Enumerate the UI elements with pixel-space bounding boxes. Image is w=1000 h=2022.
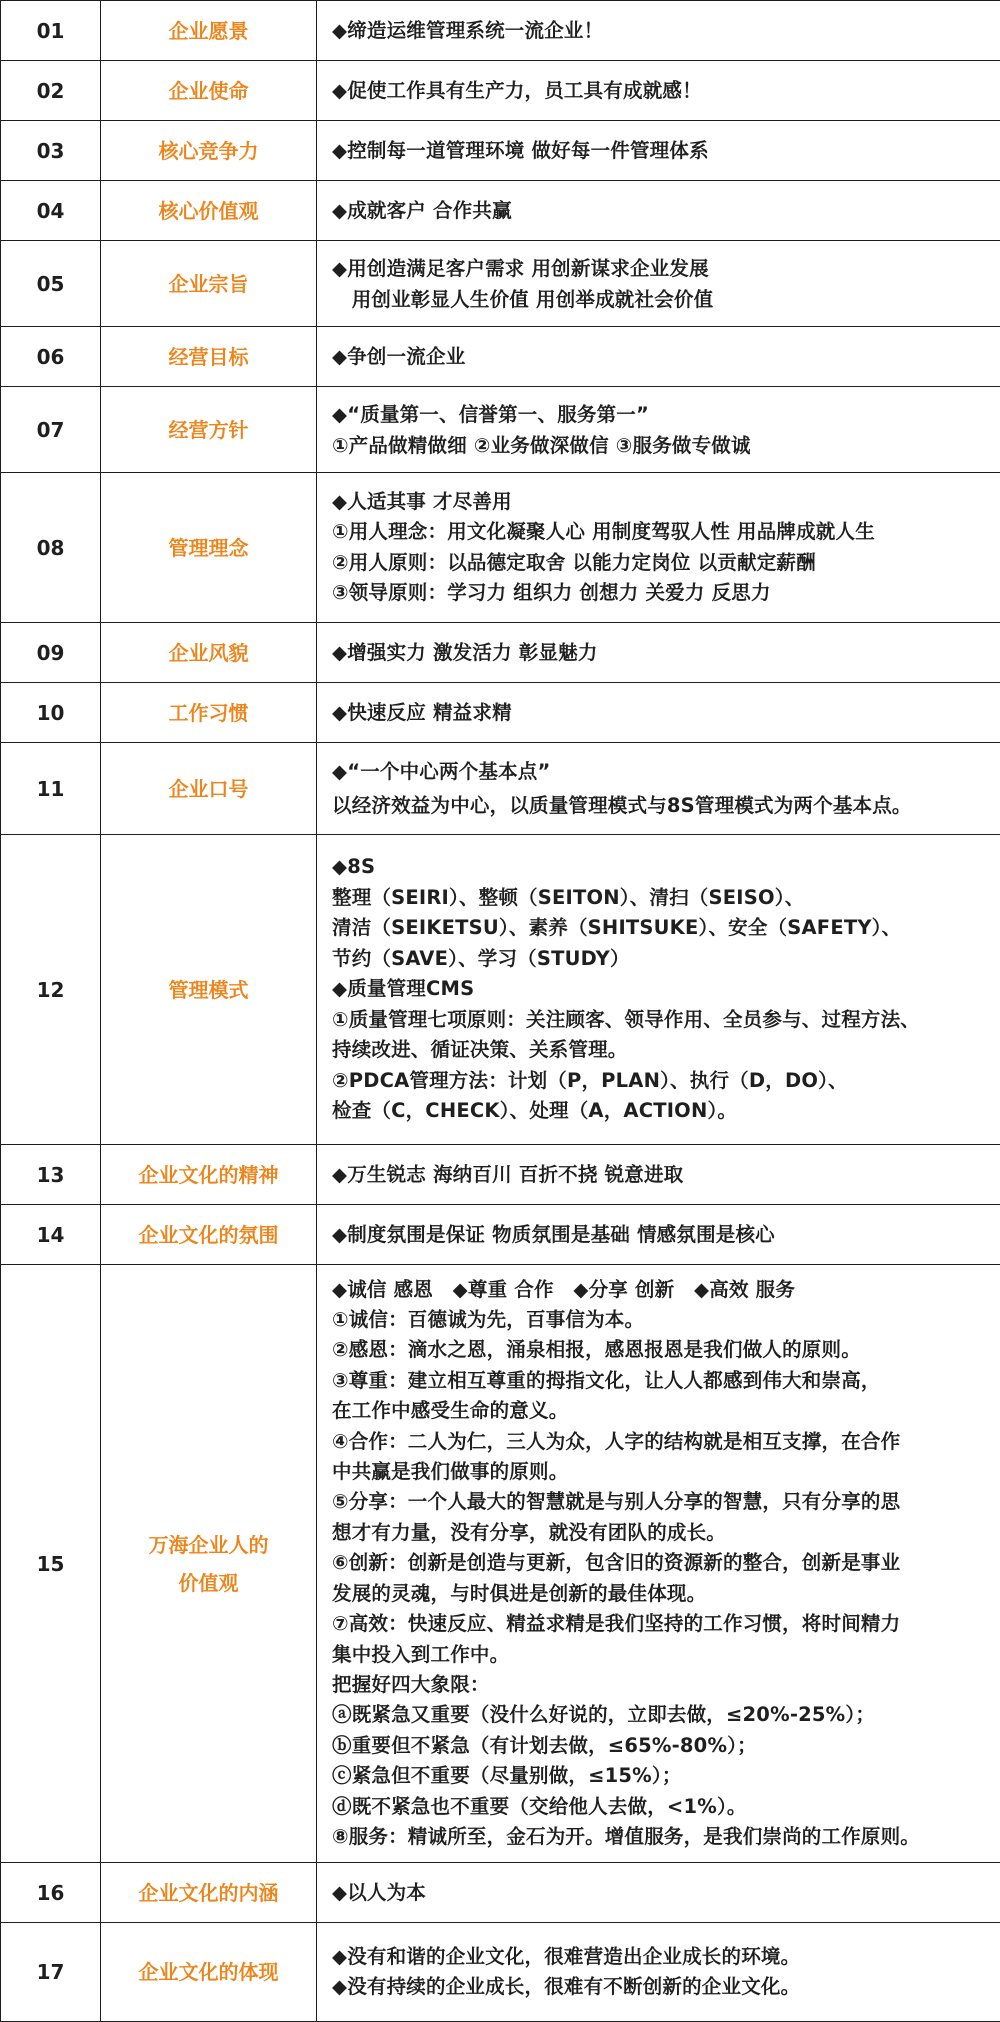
- row-title: [101, 1863, 317, 1923]
- row-title: [101, 623, 317, 683]
- row-number: 03: [1, 121, 101, 181]
- content-line: 在工作中感受生命的意义。: [332, 1396, 990, 1426]
- table-row: [1, 1265, 1000, 1863]
- content-line: ③尊重：建立相互尊重的拇指文化，让人人都感到伟大和崇高，: [332, 1366, 990, 1396]
- row-content: [317, 387, 1000, 473]
- row-content: [317, 1863, 1000, 1923]
- content-line: 整理（SEIRI）、整顿（SEITON）、清扫（SEISO）、: [332, 883, 990, 914]
- content-line: ◆“一个中心两个基本点”: [332, 755, 990, 789]
- row-content: [317, 473, 1000, 623]
- row-title: [101, 241, 317, 327]
- content-line: ◆没有和谐的企业文化，很难营造出企业成长的环境。: [332, 1942, 990, 1972]
- row-title-line: 经营目标: [102, 338, 315, 376]
- content-line: ◆8S: [332, 852, 990, 883]
- table-row: [1, 1145, 1000, 1205]
- row-number: 10: [1, 683, 101, 743]
- content-line: ①诚信：百德诚为先，百事信为本。: [332, 1305, 990, 1335]
- table-row: [1, 241, 1000, 327]
- content-line: 以经济效益为中心，以质量管理模式与8S管理模式为两个基本点。: [332, 789, 990, 823]
- row-title-line: 企业愿景: [102, 12, 315, 50]
- table-row: [1, 1923, 1000, 2022]
- content-line: ◆争创一流企业: [332, 342, 990, 372]
- row-title-line: 管理理念: [102, 529, 315, 567]
- culture-table-body: [1, 1, 1000, 2022]
- content-line: ②PDCA管理方法：计划（P，PLAN）、执行（D，DO）、: [332, 1066, 990, 1097]
- content-line: ◆缔造运维管理系统一流企业！: [332, 16, 990, 46]
- row-title-line: 核心价值观: [102, 192, 315, 230]
- content-line: ③领导原则：学习力 组织力 创想力 关爱力 反思力: [332, 578, 990, 609]
- row-number: 08: [1, 473, 101, 623]
- content-line: ①用人理念：用文化凝聚人心 用制度驾驭人性 用品牌成就人生: [332, 517, 990, 548]
- content-line: ⑤分享：一个人最大的智慧就是与别人分享的智慧，只有分享的思: [332, 1487, 990, 1517]
- content-line: ⓒ紧急但不重要（尽量别做，≤15%）；: [332, 1761, 990, 1791]
- row-content: [317, 683, 1000, 743]
- content-line: ◆以人为本: [332, 1878, 990, 1908]
- row-number: 07: [1, 387, 101, 473]
- row-number: 12: [1, 835, 101, 1145]
- row-title: [101, 387, 317, 473]
- row-title: [101, 835, 317, 1145]
- row-title-line: 企业风貌: [102, 634, 315, 672]
- content-line: ⑧服务：精诚所至，金石为开。增值服务，是我们崇尚的工作原则。: [332, 1822, 990, 1852]
- row-number: 16: [1, 1863, 101, 1923]
- content-line: 节约（SAVE）、学习（STUDY）: [332, 944, 990, 975]
- content-line: ◆诚信 感恩 ◆尊重 合作 ◆分享 创新 ◆高效 服务: [332, 1275, 990, 1305]
- row-title: [101, 683, 317, 743]
- content-line: ②用人原则：以品德定取舍 以能力定岗位 以贡献定薪酬: [332, 548, 990, 579]
- content-line: ◆用创造满足客户需求 用创新谋求企业发展: [332, 253, 990, 284]
- table-row: [1, 387, 1000, 473]
- row-content: [317, 1923, 1000, 2022]
- row-number: 01: [1, 1, 101, 61]
- row-title-line: 经营方针: [102, 411, 315, 449]
- row-title-line: 企业宗旨: [102, 265, 315, 303]
- row-number: 14: [1, 1205, 101, 1265]
- row-content: [317, 181, 1000, 241]
- content-line: ⓐ既紧急又重要（没什么好说的，立即去做，≤20%-25%）；: [332, 1700, 990, 1730]
- content-line: 中共赢是我们做事的原则。: [332, 1457, 990, 1487]
- content-line: ⓑ重要但不紧急（有计划去做，≤65%-80%）；: [332, 1731, 990, 1761]
- row-content: [317, 61, 1000, 121]
- table-row: [1, 1863, 1000, 1923]
- content-line: ◆促使工作具有生产力，员工具有成就感！: [332, 76, 990, 106]
- row-number: 04: [1, 181, 101, 241]
- row-title: [101, 473, 317, 623]
- content-line: 用创业彰显人生价值 用创举成就社会价值: [332, 284, 990, 315]
- content-line: ④合作：二人为仁，三人为众，人字的结构就是相互支撑，在合作: [332, 1427, 990, 1457]
- row-title: [101, 743, 317, 835]
- row-title: [101, 1265, 317, 1863]
- row-title: [101, 1205, 317, 1265]
- content-line: ◆快速反应 精益求精: [332, 698, 990, 728]
- content-line: ◆控制每一道管理环境 做好每一件管理体系: [332, 136, 990, 166]
- row-title-line: 管理模式: [102, 971, 315, 1009]
- row-number: 11: [1, 743, 101, 835]
- row-number: 13: [1, 1145, 101, 1205]
- row-title-line: 企业文化的体现: [102, 1953, 315, 1991]
- row-number: 05: [1, 241, 101, 327]
- content-line: ①质量管理七项原则：关注顾客、领导作用、全员参与、过程方法、: [332, 1005, 990, 1036]
- row-title-line: 企业文化的内涵: [102, 1874, 315, 1912]
- table-row: [1, 743, 1000, 835]
- row-title-line: 核心竞争力: [102, 132, 315, 170]
- row-title-line: 价值观: [102, 1564, 315, 1602]
- content-line: ◆人适其事 才尽善用: [332, 487, 990, 518]
- table-row: [1, 1, 1000, 61]
- content-line: ⑦高效：快速反应、精益求精是我们坚持的工作习惯，将时间精力: [332, 1609, 990, 1639]
- content-line: ◆成就客户 合作共赢: [332, 196, 990, 226]
- row-title: [101, 61, 317, 121]
- table-row: [1, 327, 1000, 387]
- row-title: [101, 1, 317, 61]
- content-line: 检查（C，CHECK）、处理（A，ACTION）。: [332, 1096, 990, 1127]
- content-line: 把握好四大象限：: [332, 1670, 990, 1700]
- table-row: [1, 121, 1000, 181]
- row-content: [317, 1145, 1000, 1205]
- row-number: 06: [1, 327, 101, 387]
- row-number: 17: [1, 1923, 101, 2022]
- row-number: 15: [1, 1265, 101, 1863]
- content-line: ◆没有持续的企业成长，很难有不断创新的企业文化。: [332, 1972, 990, 2002]
- row-content: [317, 835, 1000, 1145]
- content-line: ◆万生锐志 海纳百川 百折不挠 锐意进取: [332, 1160, 990, 1190]
- row-number: 02: [1, 61, 101, 121]
- content-line: ◆“质量第一、信誉第一、服务第一”: [332, 399, 990, 430]
- row-title: [101, 121, 317, 181]
- content-line: ②感恩：滴水之恩，涌泉相报，感恩报恩是我们做人的原则。: [332, 1335, 990, 1365]
- row-content: [317, 327, 1000, 387]
- table-row: [1, 623, 1000, 683]
- content-line: ①产品做精做细 ②业务做深做信 ③服务做专做诚: [332, 430, 990, 461]
- content-line: ◆增强实力 激发活力 彰显魅力: [332, 638, 990, 668]
- table-row: [1, 1205, 1000, 1265]
- content-line: ◆制度氛围是保证 物质氛围是基础 情感氛围是核心: [332, 1220, 990, 1250]
- content-line: ◆质量管理CMS: [332, 974, 990, 1005]
- row-content: [317, 241, 1000, 327]
- content-line: 清洁（SEIKETSU）、素养（SHITSUKE）、安全（SAFETY）、: [332, 913, 990, 944]
- row-content: [317, 623, 1000, 683]
- content-line: 持续改进、循证决策、关系管理。: [332, 1035, 990, 1066]
- table-row: [1, 683, 1000, 743]
- row-title-line: 企业文化的精神: [102, 1156, 315, 1194]
- table-row: [1, 181, 1000, 241]
- table-row: [1, 61, 1000, 121]
- table-row: [1, 473, 1000, 623]
- row-number: 09: [1, 623, 101, 683]
- row-content: [317, 1265, 1000, 1863]
- content-line: 想才有力量，没有分享，就没有团队的成长。: [332, 1518, 990, 1548]
- row-title-line: 工作习惯: [102, 694, 315, 732]
- row-content: [317, 743, 1000, 835]
- row-content: [317, 121, 1000, 181]
- content-line: 集中投入到工作中。: [332, 1640, 990, 1670]
- row-title-line: 万海企业人的: [102, 1526, 315, 1564]
- row-content: [317, 1, 1000, 61]
- content-line: ⓓ既不紧急也不重要（交给他人去做，<1%）。: [332, 1792, 990, 1822]
- row-title: [101, 327, 317, 387]
- row-content: [317, 1205, 1000, 1265]
- table-row: [1, 835, 1000, 1145]
- row-title: [101, 1923, 317, 2022]
- row-title-line: 企业使命: [102, 72, 315, 110]
- content-line: 发展的灵魂，与时俱进是创新的最佳体现。: [332, 1579, 990, 1609]
- content-line: ⑥创新：创新是创造与更新，包含旧的资源新的整合，创新是事业: [332, 1548, 990, 1578]
- row-title-line: 企业口号: [102, 770, 315, 808]
- row-title: [101, 1145, 317, 1205]
- row-title: [101, 181, 317, 241]
- row-title-line: 企业文化的氛围: [102, 1216, 315, 1254]
